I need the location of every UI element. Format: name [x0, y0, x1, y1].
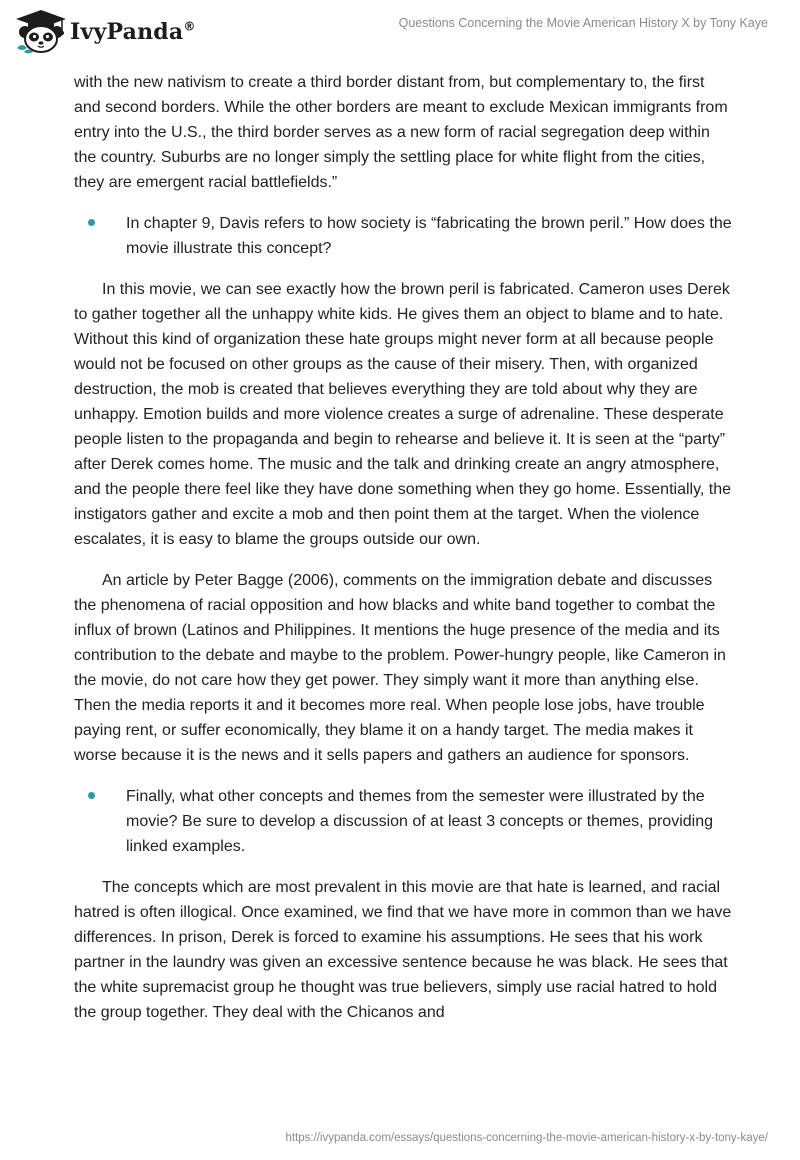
panda-graduate-icon [14, 8, 68, 54]
source-url-link[interactable]: https://ivypanda.com/essays/questions-concerning-the-movie-american-history-x-by-tony-kaye/ [285, 1132, 768, 1144]
question-bullet [74, 211, 734, 261]
bullet-icon [88, 792, 95, 799]
paragraph: An article by Peter Bagge (2006), comments on the immigration debate and discusses the phenomena of racial opposition and how blacks and white band together to combat the influx of brown (Latinos and Philippines. It mentions the huge presence of the media and its contribution to the debate and maybe to the problem. Power-hungry people, like Cameron in the movie, do not care how they get power. They simply want it more than anything else. Then the media reports it and it becomes more real. When people lose jobs, have trouble paying rent, or suffer economically, they blame it on a handy target. The media makes it worse because it is the news and it sells papers and gathers an audience for sponsors. [74, 572, 726, 764]
ivypanda-logo[interactable] [14, 8, 196, 54]
paragraph: The concepts which are most prevalent in this movie are that hate is learned, and racial hatred is often illogical. Once examined, we find that we have more in common than we have differences. In prison, Derek is forced to examine his assumptions. He sees that his work partner in the laundry was given an excessive sentence because he was black. He sees that the white supremacist group he thought was true believers, simply use racial hatred to hold the group together. They deal with the Chicanos and [74, 879, 732, 1021]
question-text: Finally, what other concepts and themes from the semester were illustrated by the movie? Be sure to develop a discussion of at least 3 concepts or themes, providing linked examples. [126, 788, 713, 855]
document-title: Questions Concerning the Movie American History X by Tony Kaye [398, 16, 768, 30]
question-text: In chapter 9, Davis refers to how society is “fabricating the brown peril.” How does the movie illustrate this concept? [126, 215, 732, 257]
paragraph-continued: with the new nativism to create a third border distant from, but complementary to, the first and second borders. While the other borders are meant to exclude Mexican immigrants from entry into the U.S., the third border serves as a new form of racial segregation deep within the country. Suburbs are no longer simply the settling place for white flight from the cities, they are emergent racial battlefields.” [74, 74, 728, 191]
essay-content [74, 70, 734, 1041]
registered-mark: ® [183, 19, 196, 34]
brand-name: IvyPanda® [70, 19, 196, 45]
paragraph: In this movie, we can see exactly how the brown peril is fabricated. Cameron uses Derek to gather together all the unhappy white kids. He gives them an object to blame and to hate. Without this kind of organization these hate groups might never form at all because people would not be focused on other groups as the cause of their misery. Then, with organized destruction, the mob is created that believes everything they are told about why they are unhappy. Emotion builds and more violence creates a surge of adrenaline. These desperate people listen to the propaganda and begin to rehearse and believe it. It is seen at the “party” after Derek comes home. The music and the talk and drinking create an angry atmosphere, and the people there feel like they have done something when they go home. Essentially, the instigators gather and excite a mob and then point them at the target. When the violence escalates, it is easy to blame the groups outside our own. [74, 281, 732, 548]
bullet-icon [88, 219, 95, 226]
page-header [0, 0, 800, 62]
question-bullet [74, 784, 734, 859]
